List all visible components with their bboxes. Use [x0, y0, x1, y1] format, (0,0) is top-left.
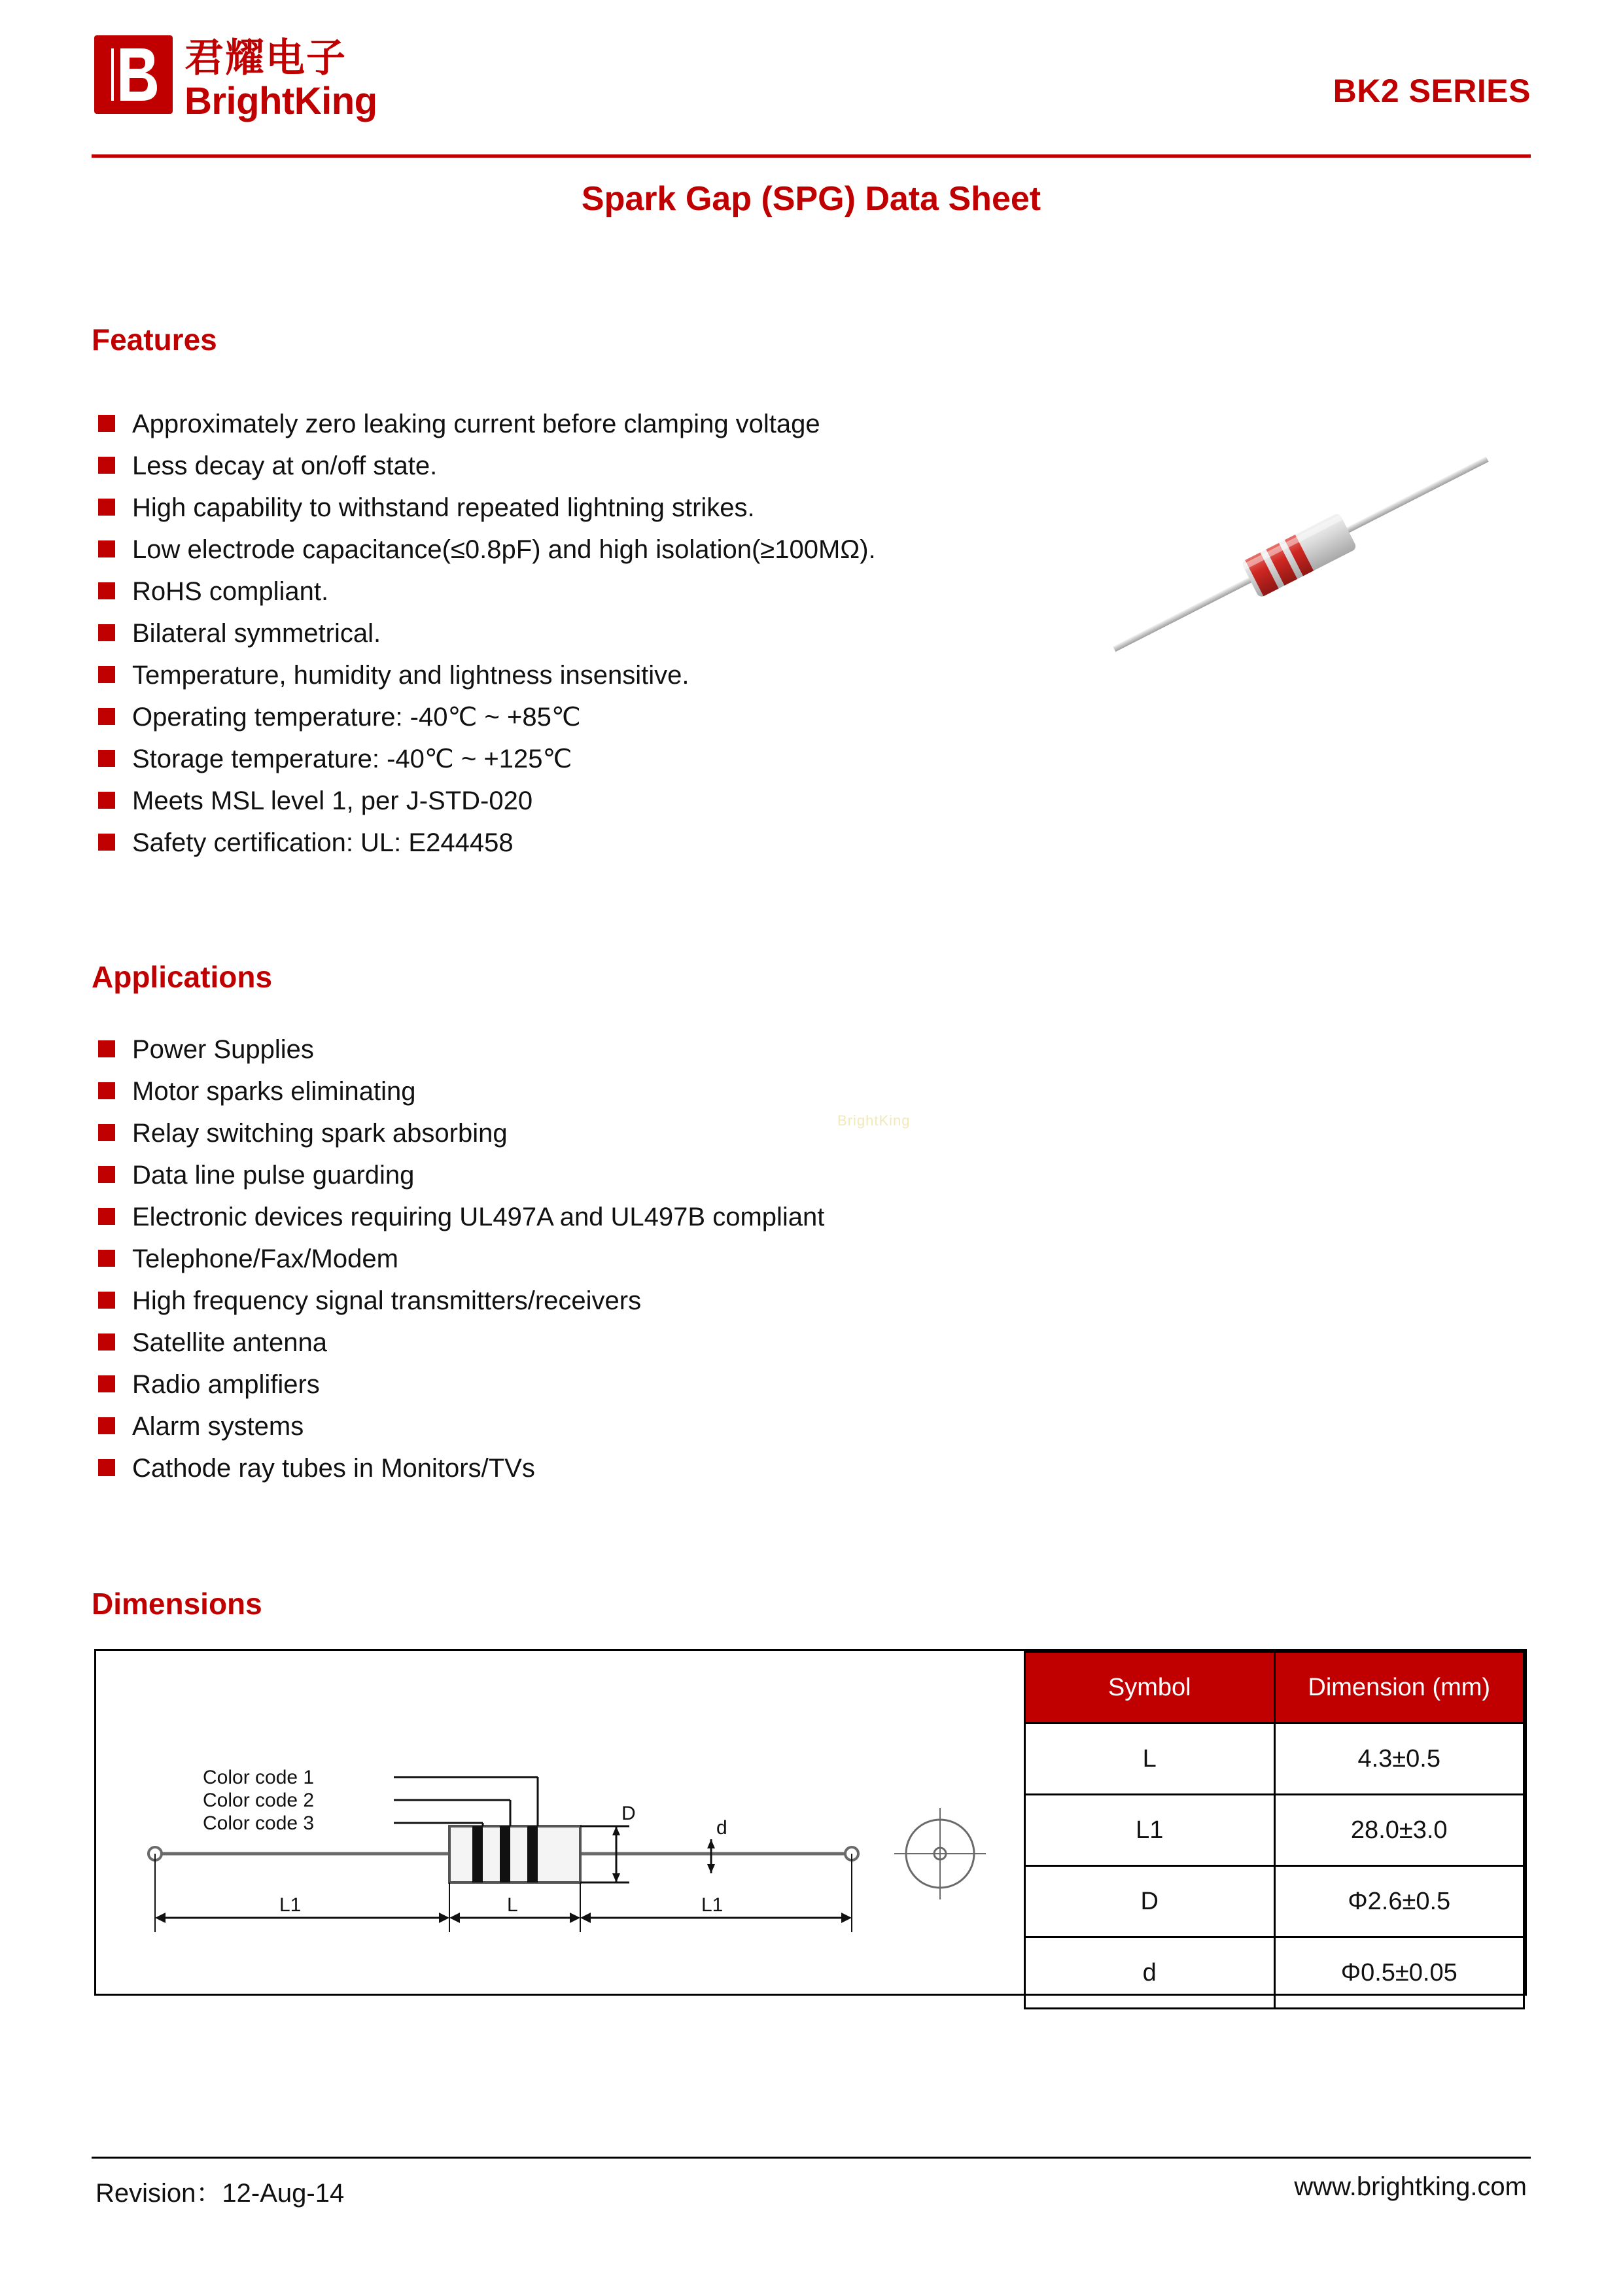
bullet-square-icon	[98, 1459, 115, 1476]
list-item	[98, 1324, 1079, 1366]
cell-symbol: D	[1025, 1866, 1275, 1937]
list-item-label: Cathode ray tubes in Monitors/TVs	[132, 1454, 535, 1483]
dimensions-block	[94, 1649, 1527, 1996]
list-item-label: Radio amplifiers	[132, 1370, 320, 1399]
watermark-text: BrightKing	[837, 1112, 911, 1129]
list-item-label: Satellite antenna	[132, 1328, 328, 1357]
list-item-label: Less decay at on/off state.	[132, 451, 438, 480]
bullet-square-icon	[98, 1375, 115, 1392]
brightking-logo-icon	[92, 33, 175, 116]
label-L1-left: L1	[279, 1894, 302, 1916]
label-D: D	[621, 1803, 636, 1824]
list-item-label: High capability to withstand repeated lightning strikes.	[132, 493, 755, 522]
cell-dimension: Φ2.6±0.5	[1274, 1866, 1524, 1937]
column-header-symbol: Symbol	[1025, 1652, 1275, 1723]
cell-dimension: 28.0±3.0	[1274, 1795, 1524, 1866]
bullet-square-icon	[98, 457, 115, 474]
bullet-square-icon	[98, 1040, 115, 1057]
label-color-code-2: Color code 2	[203, 1790, 315, 1811]
footer-website[interactable]: www.brightking.com	[1294, 2172, 1527, 2201]
list-item	[98, 1282, 1079, 1324]
features-heading: Features	[92, 323, 217, 357]
label-color-code-1: Color code 1	[203, 1767, 315, 1788]
bullet-square-icon	[98, 1124, 115, 1141]
table-row	[1025, 1723, 1524, 1795]
bullet-square-icon	[98, 1292, 115, 1309]
bullet-square-icon	[98, 708, 115, 725]
page-header	[92, 26, 1531, 131]
list-item	[98, 406, 1079, 448]
bullet-square-icon	[98, 1250, 115, 1267]
product-photo	[1086, 406, 1518, 707]
dimension-drawing	[96, 1651, 1025, 1994]
bullet-square-icon	[98, 834, 115, 851]
list-item-label: Telephone/Fax/Modem	[132, 1245, 398, 1273]
list-item-label: Temperature, humidity and lightness insensitive.	[132, 661, 689, 690]
features-list	[98, 406, 1079, 866]
list-item	[98, 783, 1079, 824]
document-title: Spark Gap (SPG) Data Sheet	[581, 180, 1041, 218]
list-item	[98, 615, 1079, 657]
logo-chinese-name: 君耀电子	[184, 35, 347, 81]
list-item-label: Approximately zero leaking current before clamping voltage	[132, 410, 820, 438]
bullet-square-icon	[98, 582, 115, 599]
table-header-row	[1025, 1652, 1524, 1723]
dimensions-table	[1024, 1651, 1525, 2009]
list-item	[98, 1450, 1079, 1492]
footer-divider	[92, 2157, 1531, 2159]
cell-symbol: L	[1025, 1723, 1275, 1795]
list-item	[98, 489, 1079, 531]
label-d: d	[716, 1817, 727, 1839]
bullet-square-icon	[98, 750, 115, 767]
header-divider	[92, 154, 1531, 158]
bullet-square-icon	[98, 415, 115, 432]
list-item	[98, 448, 1079, 489]
list-item-label: High frequency signal transmitters/receivers	[132, 1286, 642, 1315]
list-item	[98, 1241, 1079, 1282]
label-color-code-3: Color code 3	[203, 1812, 315, 1834]
list-item-label: Storage temperature: -40℃ ~ +125℃	[132, 745, 572, 773]
bullet-square-icon	[98, 624, 115, 641]
list-item	[98, 657, 1079, 699]
company-logo	[92, 33, 377, 124]
bullet-square-icon	[98, 792, 115, 809]
bullet-square-icon	[98, 499, 115, 516]
list-item-label: Data line pulse guarding	[132, 1161, 415, 1190]
series-title: BK2 SERIES	[1333, 73, 1531, 109]
footer-revision: Revision：12-Aug-14	[96, 2179, 345, 2208]
list-item	[98, 531, 1079, 573]
applications-heading: Applications	[92, 960, 273, 994]
bullet-square-icon	[98, 1208, 115, 1225]
list-item-label: RoHS compliant.	[132, 577, 329, 606]
list-item	[98, 1115, 1079, 1157]
list-item	[98, 1031, 1079, 1073]
cell-symbol: d	[1025, 1937, 1275, 2009]
bullet-square-icon	[98, 1417, 115, 1434]
applications-list	[98, 1031, 1079, 1492]
list-item	[98, 573, 1079, 615]
bullet-square-icon	[98, 1166, 115, 1183]
list-item	[98, 824, 1079, 866]
table-row	[1025, 1937, 1524, 2009]
cell-dimension: 4.3±0.5	[1274, 1723, 1524, 1795]
table-row	[1025, 1795, 1524, 1866]
list-item-label: Relay switching spark absorbing	[132, 1119, 508, 1148]
bullet-square-icon	[98, 1333, 115, 1351]
list-item	[98, 1073, 1079, 1115]
list-item	[98, 1408, 1079, 1450]
list-item	[98, 1157, 1079, 1199]
list-item-label: Electronic devices requiring UL497A and UL497B compliant	[132, 1203, 825, 1231]
bullet-square-icon	[98, 666, 115, 683]
label-L1-right: L1	[701, 1894, 724, 1916]
list-item	[98, 1366, 1079, 1408]
list-item	[98, 741, 1079, 783]
list-item-label: Operating temperature: -40℃ ~ +85℃	[132, 703, 581, 732]
cell-dimension: Φ0.5±0.05	[1274, 1937, 1524, 2009]
list-item-label: Motor sparks eliminating	[132, 1077, 416, 1106]
logo-english-name: BrightKing	[184, 80, 377, 122]
list-item	[98, 699, 1079, 741]
table-row	[1025, 1866, 1524, 1937]
list-item	[98, 1199, 1079, 1241]
list-item-label: Power Supplies	[132, 1035, 314, 1064]
bullet-square-icon	[98, 540, 115, 557]
list-item-label: Meets MSL level 1, per J-STD-020	[132, 786, 533, 815]
label-L-center: L	[507, 1894, 518, 1916]
list-item-label: Low electrode capacitance(≤0.8pF) and high isolation(≥100MΩ).	[132, 535, 876, 564]
column-header-dimension: Dimension (mm)	[1274, 1652, 1524, 1723]
bullet-square-icon	[98, 1082, 115, 1099]
dimensions-heading: Dimensions	[92, 1587, 262, 1621]
list-item-label: Bilateral symmetrical.	[132, 619, 381, 648]
list-item-label: Safety certification: UL: E244458	[132, 828, 514, 857]
list-item-label: Alarm systems	[132, 1412, 304, 1441]
cell-symbol: L1	[1025, 1795, 1275, 1866]
